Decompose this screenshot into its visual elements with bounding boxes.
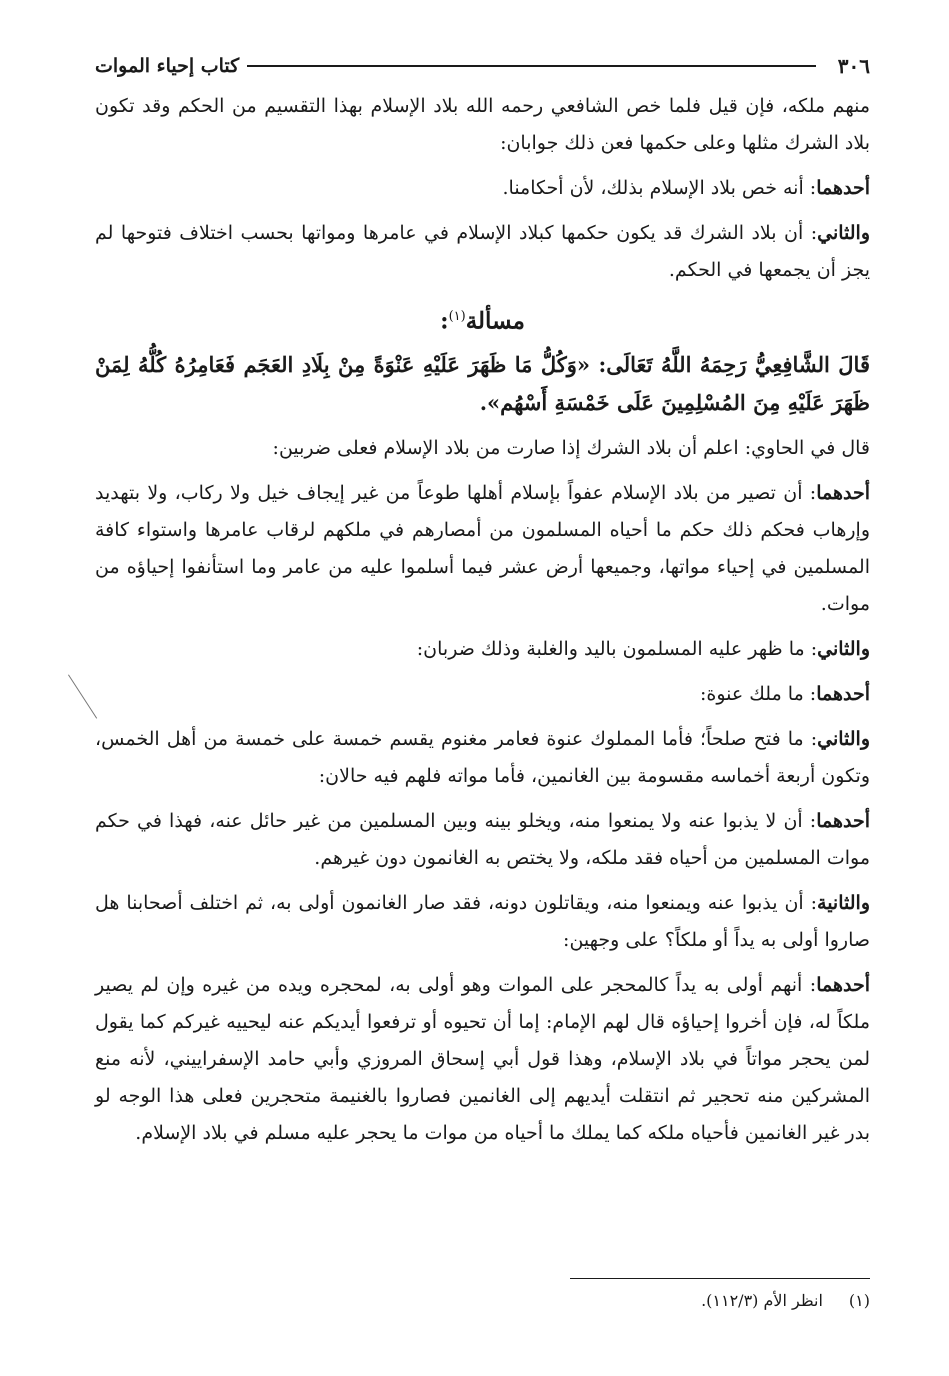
paragraph: [95, 721, 870, 795]
page-number: ٣٠٦: [837, 54, 870, 78]
paragraph-text: : أن بلاد الشرك قد يكون حكمها كبلاد الإسلام في عامرها ومواتها بحسب اختلاف فتوحها لم يجز أن يجمعها في الحكم.: [95, 222, 870, 281]
paragraph: [95, 170, 870, 207]
issue-heading: [95, 297, 870, 342]
paragraph-text: : ما ظهر عليه المسلمون باليد والغلبة وذلك ضربان:: [416, 637, 818, 660]
paragraph: [95, 430, 870, 467]
quoted-text: قَالَ الشَّافِعِيُّ رَحِمَهُ اللَّهُ تَعَالَى: «وَكُلُّ مَا ظَهَرَ عَلَيْهِ عَنْوَةً مِنْ بِلَادِ العَجَم فَعَامِرُهُ كُلُّهُ لِمَنْ ظَهَرَ عَلَيْهِ مِنَ المُسْلِمِينَ عَلَى خَمْسَةِ أَسْهُم».: [95, 351, 870, 415]
footnote-text: انظر الأم (١١٢/٣).: [701, 1291, 823, 1310]
page-content: [95, 88, 870, 1152]
scan-mark: [68, 674, 97, 718]
paragraph-lead: والثاني: [817, 222, 870, 244]
footnote: [95, 1288, 870, 1314]
paragraph-lead: أحدهما: [816, 177, 870, 199]
book-title: كتاب إحياء الموات: [95, 55, 240, 77]
paragraph-text: : أنهم أولى به يداً كالمحجر على الموات وهو أولى به، لمحجره ويده من غيره وإن لم يصير ملكاً له، فإن أخروا إحياؤه قال لهم الإمام: إما أن تحيوه أو ترفعوا أيديكم عنه ليحييه غيركم كما يقول لمن يحجر مواتاً في بلاد الإسلام، وهذا قول أبي إسحاق المروزي وأبي حامد الإسفراييني، لأنه منع المشركين منه تحجير ثم انتقلت أيديهم إلى الغانمين فصاروا بالغنيمة متحجرين فعلى هذا الوجه لو بدر غير الغانمين فأحياه ملكه كما يملك ما أحياه من موات ما يحجر عليه مسلم في بلاد الإسلام.: [95, 973, 870, 1144]
paragraph: [95, 885, 870, 959]
paragraph-lead: أحدهما: [816, 809, 870, 832]
paragraph-lead: أحدهما: [816, 682, 870, 705]
footnote-number: (١): [848, 1291, 870, 1310]
footnote-rule: [570, 1278, 870, 1279]
page-header: [95, 48, 870, 84]
issue-colon: :: [440, 307, 449, 335]
paragraph: [95, 803, 870, 877]
paragraph: [95, 88, 870, 162]
paragraph-lead: والثاني: [817, 727, 870, 750]
paragraph-text: : أن لا يذبوا عنه ولا يمنعوا منه، ويخلو بينه وبين المسلمين من غير حائل عنه، فهذا في حكم موات المسلمين من أحياه فقد ملكه، ولا يختص به الغانمون دون غيرهم.: [95, 809, 870, 869]
paragraph: [95, 215, 870, 289]
paragraph: [95, 475, 870, 623]
paragraph-text: : أن يذبوا عنه ويمنعوا منه، ويقاتلون دونه، فقد صار الغانمون أولى به، ثم اختلف أصحابنا هل صاروا أولى به يداً أو ملكاً؟ على وجهين:: [95, 891, 870, 951]
paragraph-text: قال في الحاوي: اعلم أن بلاد الشرك إذا صارت من بلاد الإسلام فعلى ضربين:: [272, 436, 870, 459]
paragraph-lead: والثاني: [817, 637, 870, 660]
paragraph-text: منهم ملكه، فإن قيل فلما خص الشافعي رحمه الله بلاد الإسلام بهذا التقسيم من الحكم وقد تكون بلاد الشرك مثلها وعلى حكمها فعن ذلك جوابان:: [95, 95, 870, 154]
paragraph-lead: أحدهما: [816, 973, 870, 996]
paragraph-lead: والثانية: [817, 891, 870, 914]
paragraph-text: : ما ملك عنوة:: [699, 682, 817, 705]
header-rule: [247, 65, 816, 67]
footnote-reference: (١): [448, 309, 466, 324]
paragraph-text: : أنه خص بلاد الإسلام بذلك، لأن أحكامنا.: [502, 177, 817, 199]
paragraph: [95, 967, 870, 1152]
issue-title: مسألة: [465, 307, 525, 335]
paragraph-text: : ما فتح صلحاً؛ فأما المملوك عنوة فعامر مغنوم يقسم خمسة على خمسة من أهل الخمس، وتكون أربعة أخماسه مقسومة بين الغانمين، فأما مواته فلهم فيه حالان:: [95, 727, 870, 787]
paragraph-lead: أحدهما: [816, 481, 870, 504]
paragraph: [95, 631, 870, 668]
paragraph-text: : أن تصير من بلاد الإسلام عفواً بإسلام أهلها طوعاً من غير إيجاف خيل ولا ركاب، ولا بتهديد وإرهاب فحكم ذلك حكم ما أحياه المسلمون من أمصارهم في ملكهم لرقاب عامرها واستواء كافة المسلمين في إحياء مواتها، وجميعها أرض عشر فيما أسلموا عليه من عامر وما استأنفوا إحياؤه من موات.: [95, 481, 870, 615]
book-page: [95, 48, 870, 1348]
paragraph: [95, 676, 870, 713]
